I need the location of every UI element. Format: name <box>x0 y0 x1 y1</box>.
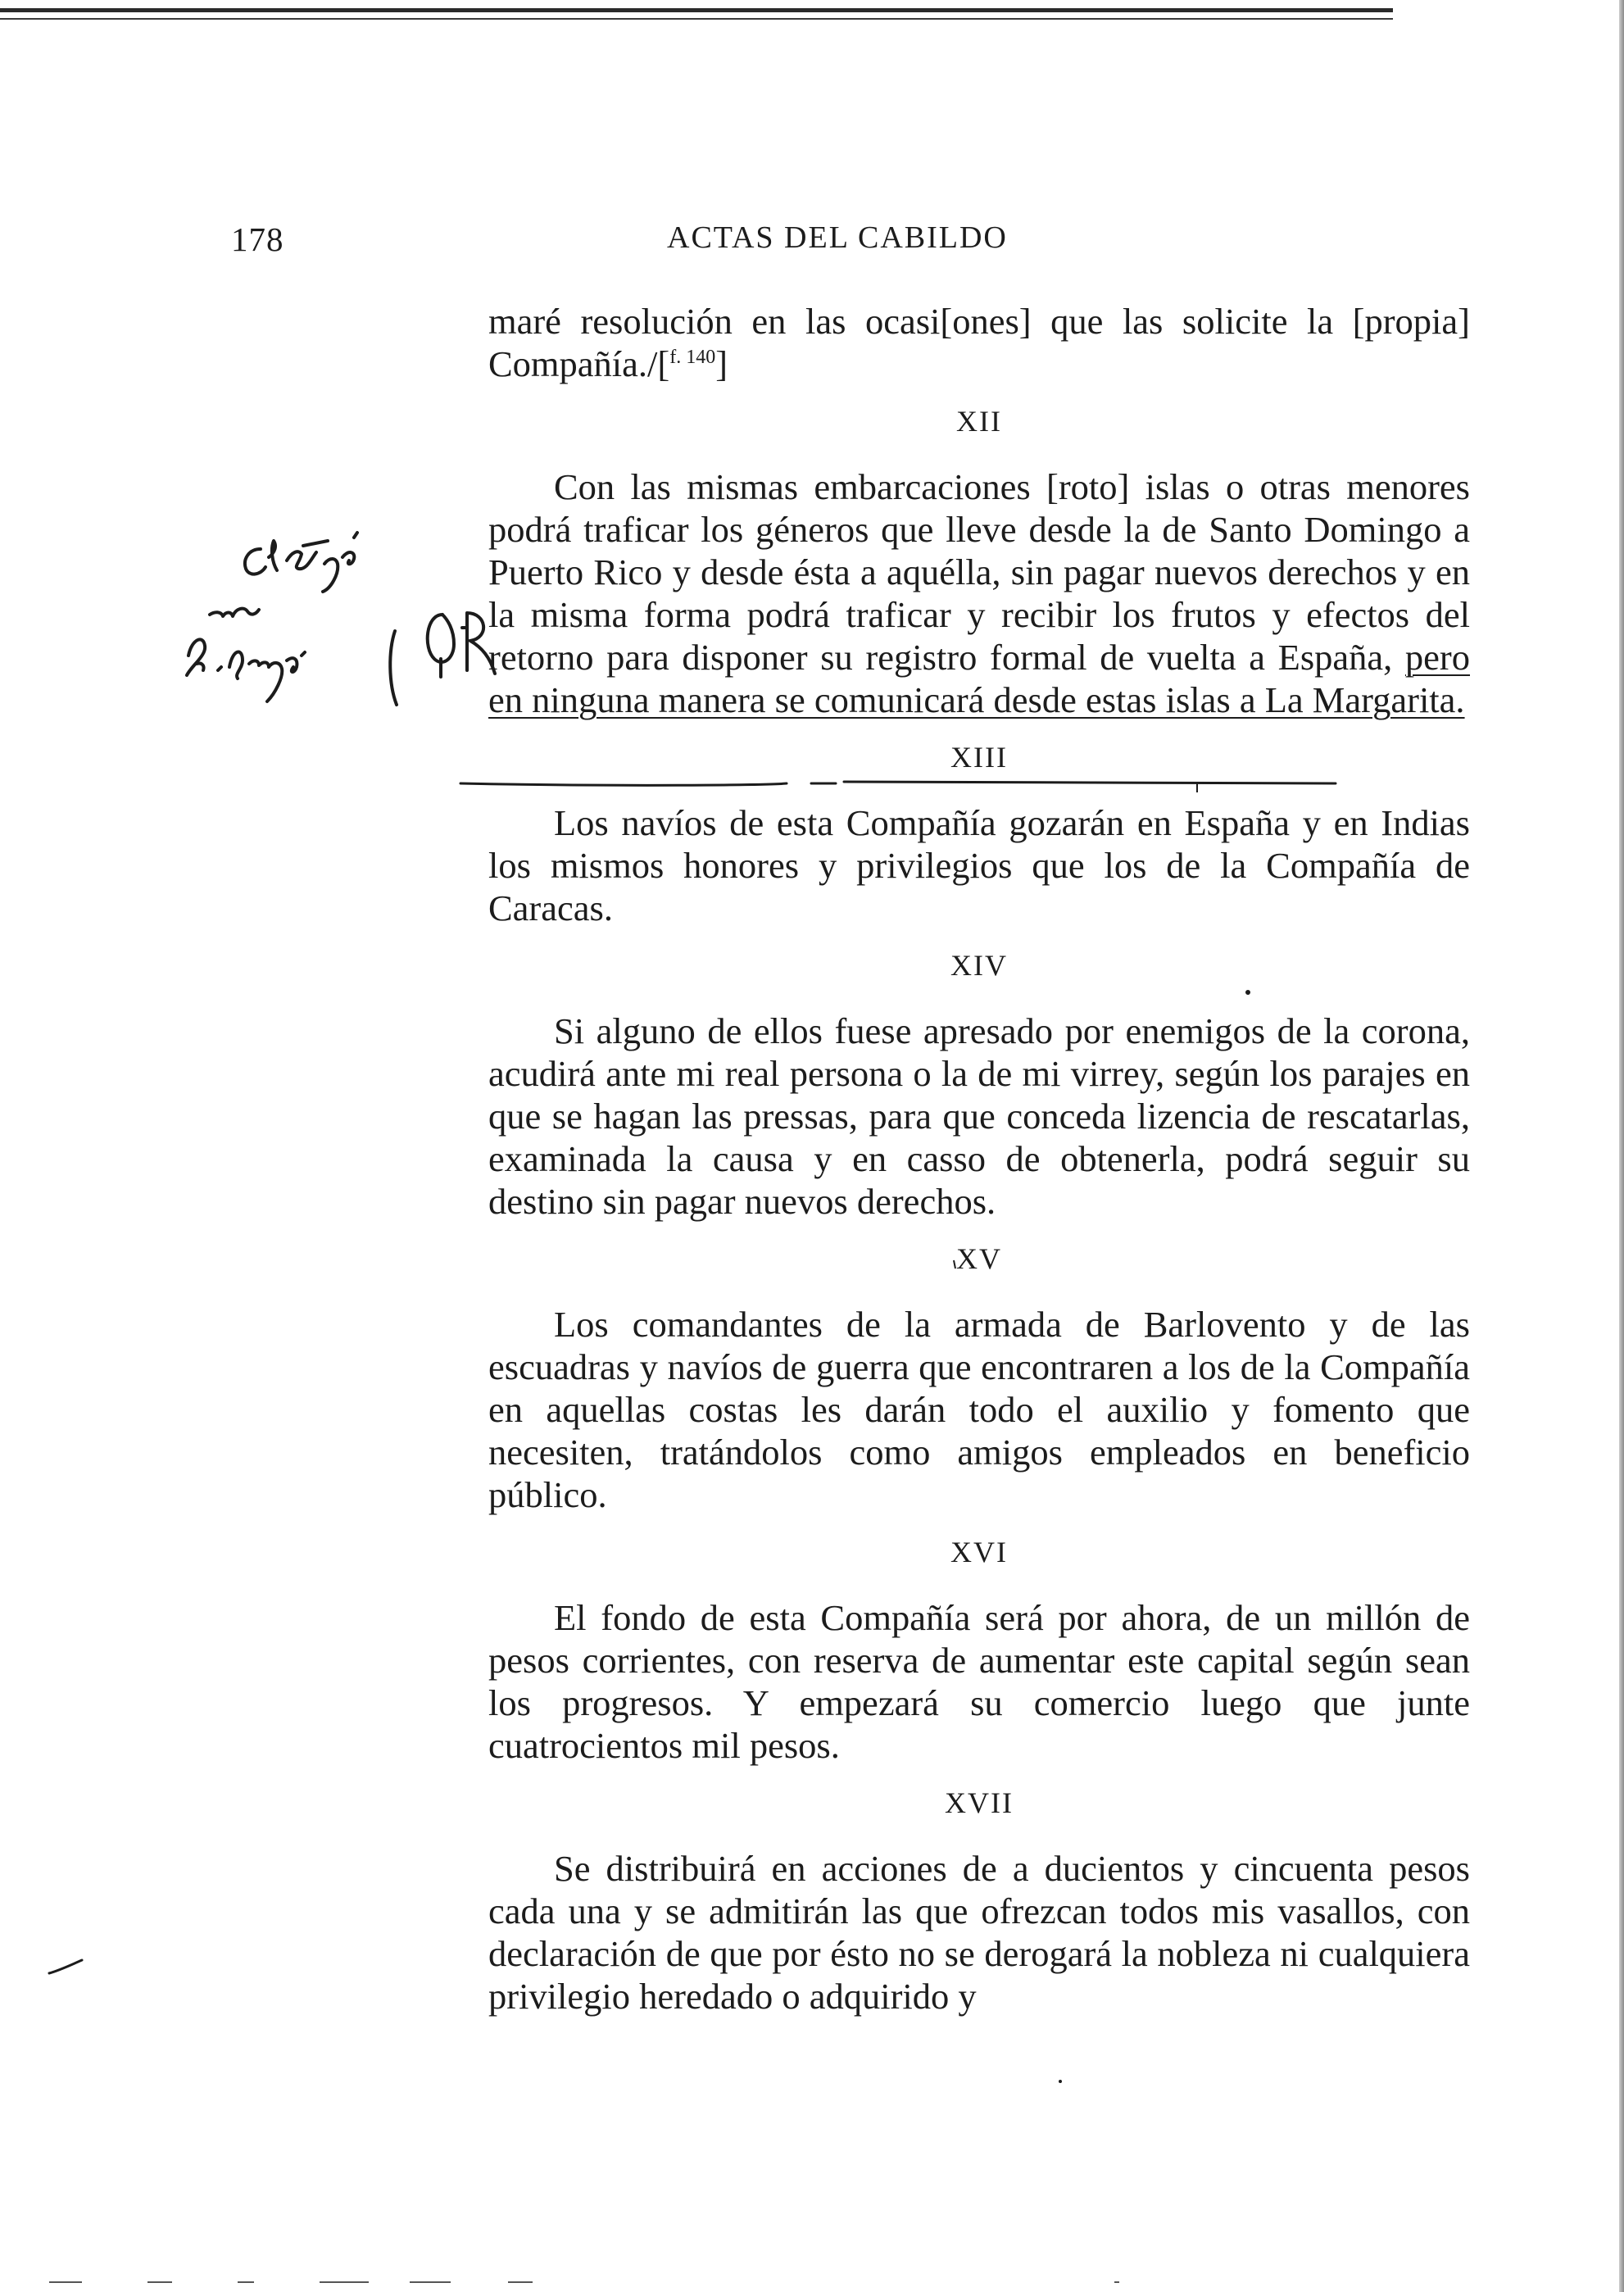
body-text <box>488 300 1470 2017</box>
running-title: ACTAS DEL CABILDO <box>667 220 1008 255</box>
page-header <box>231 220 1485 269</box>
section-paragraph: Los navíos de esta Compañía gozarán en España y en Indias los mismos honores y privilegios que los de la Compañía de Caracas. <box>488 802 1470 928</box>
top-rule <box>0 8 1393 12</box>
section-numeral: XII <box>956 405 1002 438</box>
page-number: 178 <box>231 220 284 258</box>
underlined-passage: pero en ninguna manera se comunicará desde estas islas a La Margarita. <box>488 637 1470 720</box>
stray-dot-icon <box>1057 2078 1064 2085</box>
section-numeral: XIII <box>950 741 1008 774</box>
handwritten-margin-note-icon <box>164 524 459 738</box>
section-paragraph: Con las mismas embarcaciones [roto] islas o otras menores podrá traficar los géneros que lleve desde la de Santo Domingo a Puerto Rico y desde ésta a aquélla, sin pagar nuevos derechos y en la misma forma podrá traficar y recibir los frutos y efectos del retorno para disponer su registro formal de vuelta a España, pero en ninguna manera se comunicará desde estas islas a La Margarita. <box>488 466 1470 720</box>
section-paragraph: Si alguno de ellos fuese apresado por enemigos de la corona, acudirá ante mi real persona o la de mi virrey, según los parajes en que se hagan las pressas, para que conceda lizencia de rescatarlas, examinada la causa y en casso de obtenerla, podrá seguir su destino sin pagar nuevos derechos. <box>488 1010 1470 1222</box>
section-numeral: XV <box>956 1242 1002 1275</box>
section-numeral: XVII <box>945 1786 1014 1819</box>
section-paragraph: Los comandantes de la armada de Barlovento y de las escuadras y navíos de guerra que encontraren a los de la Compañía en aquellas costas les darán todo el auxilio y fomento que necesiten, tratándolos como amigos empleados en beneficio público. <box>488 1304 1470 1515</box>
page-edge-shadow <box>1619 0 1624 2292</box>
handwritten-initials-icon <box>418 606 500 688</box>
section-numeral: XIV <box>950 949 1008 982</box>
section-paragraph: Se distribuirá en acciones de a ducientos y cincuenta pesos cada una y se admitirán las que ofrezcan todos mis vasallos, con declaración de que por ésto no se derogará la nobleza ni cualquiera privilegio heredado o adquirido y <box>488 1848 1470 2017</box>
folio-marker: f. 140 <box>669 347 716 369</box>
paragraph-continuation: maré resolución en las ocasi[ones] que las solicite la [propia] Compañía./[$^{f. 140}$] <box>488 301 1470 384</box>
bottom-scan-specks-icon <box>49 2278 1278 2286</box>
section-paragraph: El fondo de esta Compañía será por ahora, de un millón de pesos corrientes, con reserva de aumentar este capital según sean los progresos. Y empezará su comercio luego que junte cuatrocientos mil pesos. <box>488 1597 1470 1766</box>
top-rule-thin <box>0 18 1393 20</box>
stray-pen-mark-icon <box>46 1957 87 1977</box>
section-numeral: XVI <box>950 1536 1008 1568</box>
